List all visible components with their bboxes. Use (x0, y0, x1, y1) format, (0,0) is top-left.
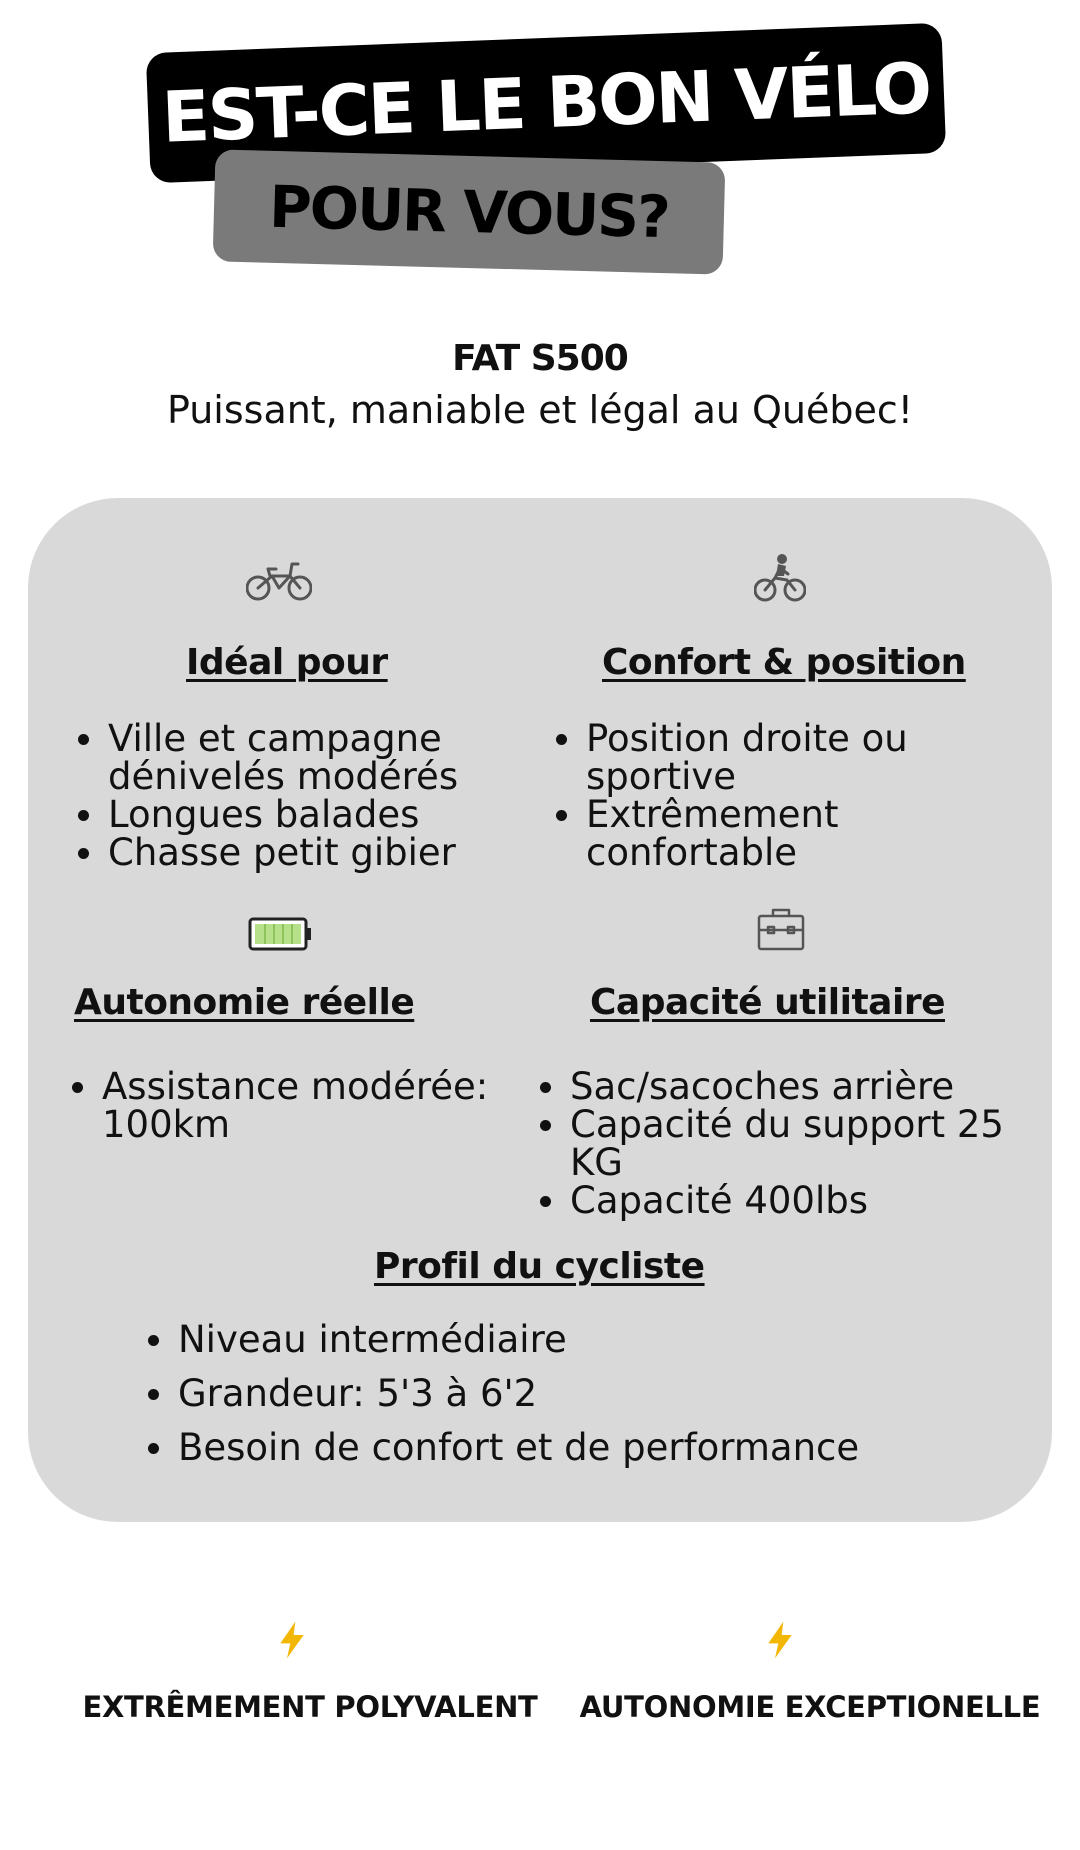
list-item: Capacité du support 25 KG (534, 1106, 1034, 1182)
list-item: Ville et campagne dénivelés modérés (72, 720, 512, 796)
title-line-1: EST-CE LE BON VÉLO (160, 47, 932, 159)
folding-bike-icon (246, 556, 312, 602)
list-item: Grandeur: 5'3 à 6'2 (142, 1367, 942, 1421)
capacite-list (534, 1065, 1034, 1222)
list-item: Assistance modérée: 100km (66, 1068, 506, 1144)
battery-icon (248, 917, 312, 951)
list-item: Capacité 400lbs (534, 1182, 1034, 1220)
tagline: Puissant, maniable et légal au Québec! (166, 388, 914, 432)
autonomie-list (66, 1065, 506, 1146)
toolbox-icon (756, 906, 806, 952)
section-title-confort: Confort & position (602, 642, 966, 683)
title-line-2: POUR VOUS? (268, 172, 670, 252)
confort-list (550, 717, 990, 874)
lightning-icon (272, 1620, 312, 1660)
section-title-ideal: Idéal pour (186, 642, 388, 683)
section-title-autonomie: Autonomie réelle (74, 982, 415, 1023)
list-item: Niveau intermédiaire (142, 1313, 942, 1367)
model-name: FAT S500 (452, 338, 628, 379)
list-item: Extrêmement confortable (550, 796, 990, 872)
list-item: Besoin de confort et de performance (142, 1421, 942, 1475)
feature-label: AUTONOMIE EXCEPTIONELLE (579, 1690, 1041, 1724)
lightning-icon (760, 1620, 800, 1660)
cyclist-icon (754, 552, 806, 602)
list-item: Position droite ou sportive (550, 720, 990, 796)
profil-list (142, 1313, 942, 1475)
ideal-list (72, 717, 512, 874)
section-title-profil: Profil du cycliste (374, 1246, 705, 1287)
section-title-capacite: Capacité utilitaire (590, 982, 945, 1023)
list-item: Longues balades (72, 796, 512, 834)
list-item: Chasse petit gibier (72, 834, 512, 872)
list-item: Sac/sacoches arrière (534, 1068, 1034, 1106)
feature-label: EXTRÊMEMENT POLYVALENT (82, 1690, 538, 1724)
